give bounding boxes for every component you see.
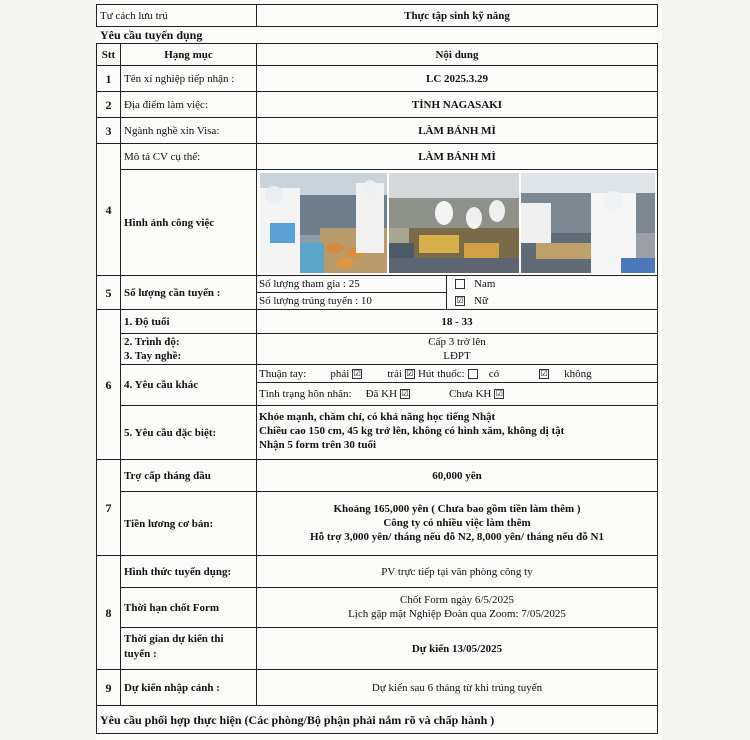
smoke-yes-checkbox[interactable]	[468, 369, 478, 379]
hand-right-checkbox[interactable]: ☑	[353, 368, 361, 378]
special-req-line-3: Nhận 5 form trên 30 tuổi	[259, 439, 377, 451]
form-deadline-line-1: Chốt Form ngày 6/5/2025	[400, 594, 514, 606]
smoking-label: Hút thuốc:	[417, 367, 465, 380]
special-req-line-1: Khỏe mạnh, chăm chỉ, có khả năng học tiếng Nhật	[259, 411, 496, 423]
company-value: LC 2025.3.29	[425, 72, 489, 85]
row-number: 4	[105, 202, 112, 217]
row-number: 9	[105, 680, 112, 695]
row-number: 1	[105, 71, 112, 86]
col-item-header: Hạng mục	[164, 48, 213, 61]
col-content-header: Nội dung	[435, 48, 479, 61]
recruitment-form-label: Hình thức tuyển dụng:	[124, 565, 232, 578]
selected-count: Số lượng trúng tuyển : 10	[259, 295, 372, 307]
first-month-allowance-label: Trợ cấp tháng đầu	[124, 469, 211, 482]
participants-count: Số lượng tham gia : 25	[259, 278, 360, 290]
female-checkbox[interactable]: ☑	[456, 296, 464, 305]
special-requirements-label: 5. Yêu cầu đặc biệt:	[124, 426, 217, 439]
handedness-label: Thuận tay:	[259, 367, 307, 380]
base-salary-line-1: Khoảng 165,000 yên ( Chưa bao gồm tiền làm thêm )	[333, 503, 581, 515]
entry-date-label: Dự kiến nhập cảnh :	[124, 681, 220, 694]
coordination-footer: Yêu cầu phối hợp thực hiện (Các phòng/Bộ phận phải nắm rõ và chấp hành )	[100, 712, 495, 727]
base-salary-line-3: Hỗ trợ 3,000 yên/ tháng nếu đỗ N2, 8,000 yên/ tháng nếu đỗ N1	[310, 531, 604, 543]
age-label: 1. Độ tuổi	[124, 315, 170, 328]
hand-left-label: trái	[387, 367, 402, 380]
education-label: 2. Trình độ:	[124, 336, 180, 348]
age-value: 18 - 33	[441, 315, 473, 328]
gender-female: ☑ Nữ	[456, 295, 488, 307]
marital-row	[259, 383, 657, 405]
married-label: Đã KH	[365, 388, 398, 400]
col-stt-header: Stt	[101, 48, 116, 61]
single-checkbox[interactable]: ☑	[495, 389, 503, 398]
male-checkbox[interactable]	[455, 279, 465, 289]
row-number: 3	[105, 123, 112, 138]
row-number: 8	[105, 605, 112, 620]
quantity-label: Số lượng cần tuyển :	[124, 286, 221, 299]
hand-right-label: phải	[330, 367, 350, 380]
row-number: 2	[105, 97, 112, 112]
recruitment-form-value: PV trực tiếp tại văn phòng công ty	[381, 565, 533, 578]
exam-date-label-1: Thời gian dự kiến thi	[124, 633, 224, 645]
base-salary-line-2: Công ty có nhiều việc làm thêm	[383, 517, 531, 529]
hand-left-checkbox[interactable]: ☑	[406, 368, 414, 378]
smoke-yes-label: có	[488, 367, 500, 380]
visa-job-value: LÀM BÁNH MÌ	[418, 124, 496, 137]
section-title: Yêu cầu tuyển dụng	[100, 28, 203, 42]
row-number: 7	[105, 500, 112, 515]
form-deadline-line-2: Lịch gặp mặt Nghiệp Đoàn qua Zoom: 7/05/2025	[348, 608, 566, 620]
bakery-photo-2	[389, 173, 519, 273]
job-desc-value: LÀM BÁNH MÌ	[418, 150, 496, 163]
stay-status-value: Thực tập sinh kỹ năng	[404, 9, 510, 22]
form-deadline-label: Thời hạn chốt Form	[124, 601, 220, 614]
row-number: 5	[105, 285, 112, 300]
married-checkbox[interactable]: ☑	[401, 389, 409, 398]
job-desc-label: Mô tả CV cụ thể:	[124, 150, 201, 163]
document-page	[96, 0, 662, 740]
job-photos-label: Hình ảnh công việc	[124, 216, 215, 229]
first-month-allowance-value: 60,000 yên	[432, 469, 482, 482]
base-salary-label: Tiền lương cơ bản:	[124, 517, 214, 530]
workplace-value: TỈNH NAGASAKI	[411, 98, 503, 111]
special-req-line-2: Chiều cao 150 cm, 45 kg trở lên, không có hình xăm, không dị tật	[259, 425, 565, 437]
workplace-label: Địa điểm làm việc:	[124, 98, 208, 111]
exam-date-value: Dự kiến 13/05/2025	[411, 642, 503, 655]
exam-date-label-2: tuyển :	[124, 648, 157, 660]
stay-status-label: Tư cách lưu trú	[100, 9, 168, 22]
smoke-no-label: không	[564, 367, 592, 380]
entry-date-value: Dự kiến sau 6 tháng từ khi trúng tuyển	[371, 681, 543, 694]
marital-label: Tình trạng hôn nhân:	[259, 388, 352, 400]
education-value: Cấp 3 trở lên	[428, 336, 486, 348]
gender-male: Nam	[452, 276, 572, 292]
skill-label: 3. Tay nghề:	[124, 350, 182, 362]
other-requirements-label: 4. Yêu cầu khác	[124, 379, 199, 391]
bakery-photo-1	[260, 173, 387, 273]
bakery-photo-3	[521, 173, 655, 273]
company-label: Tên xí nghiệp tiếp nhận :	[124, 72, 235, 85]
single-label: Chưa KH	[449, 388, 492, 400]
visa-job-label: Ngành nghề xin Visa:	[124, 124, 220, 137]
handedness-smoking-row	[259, 365, 657, 382]
row-number: 6	[105, 377, 112, 392]
smoke-no-checkbox[interactable]: ☑	[540, 368, 548, 378]
skill-value: LĐPT	[443, 350, 471, 362]
